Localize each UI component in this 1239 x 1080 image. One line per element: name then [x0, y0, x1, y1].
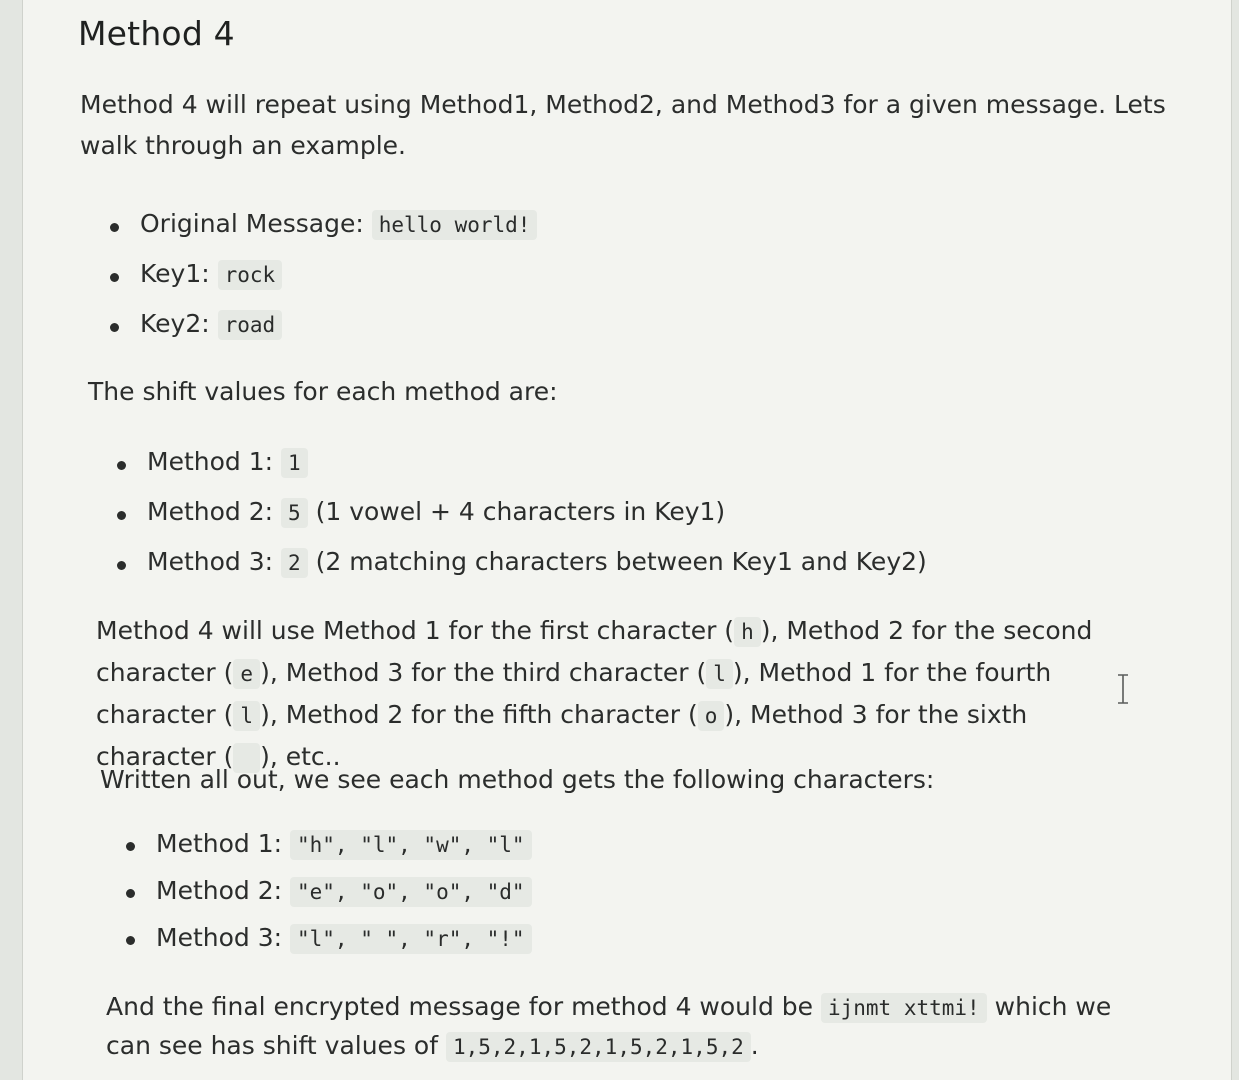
example-item-message — [110, 202, 537, 252]
text-cursor-icon — [1117, 674, 1129, 704]
usage-text: ), etc.. — [260, 742, 341, 771]
intro-text: Method 4 will repeat using Method1, Method2, and Method3 for a given message. Lets walk through an example. — [80, 90, 1166, 160]
shift-label: Method 3: — [147, 547, 274, 576]
example-item-key1 — [110, 252, 537, 302]
usage-text: Method 4 will use Method 1 for the first character ( — [96, 616, 735, 645]
assignment-list — [126, 822, 532, 963]
example-code: road — [218, 310, 283, 340]
example-code: hello world! — [372, 210, 538, 240]
shift-note: (1 vowel + 4 characters in Key1) — [315, 497, 726, 526]
assignment-label: Method 3: — [156, 923, 283, 952]
final-text: which we can see has shift values of — [106, 992, 1112, 1060]
shift-values-code: 1,5,2,1,5,2,1,5,2,1,5,2 — [446, 1032, 751, 1062]
assignment-item — [126, 822, 532, 869]
page-title: Method 4 — [78, 14, 235, 53]
usage-text: ), Method 3 for the third character ( — [260, 658, 707, 687]
assignment-item — [126, 916, 532, 963]
assignment-label: Method 1: — [156, 829, 283, 858]
assignment-code: "l", " ", "r", "!" — [290, 924, 532, 954]
shift-code: 1 — [281, 448, 308, 478]
assignment-label: Method 2: — [156, 876, 283, 905]
example-label: Original Message: — [140, 209, 364, 238]
assignment-code: "e", "o", "o", "d" — [290, 877, 532, 907]
final-period: . — [750, 1030, 759, 1060]
encrypted-message-code: ijnmt xttmi! — [821, 993, 987, 1023]
example-list — [110, 202, 537, 352]
usage-paragraph — [96, 610, 1146, 778]
assignment-item — [126, 869, 532, 916]
usage-text: ), Method 2 for the second character ( — [96, 616, 1093, 687]
example-code: rock — [218, 260, 283, 290]
usage-char: l — [706, 659, 733, 689]
example-item-key2 — [110, 302, 537, 352]
written-intro-text: Written all out, we see each method gets the following characters: — [100, 765, 935, 794]
shift-intro — [88, 372, 558, 413]
final-paragraph — [106, 988, 1146, 1066]
usage-char: o — [698, 701, 725, 731]
intro-paragraph — [80, 85, 1180, 166]
usage-char: l — [233, 701, 260, 731]
shift-label: Method 1: — [147, 447, 274, 476]
shift-label: Method 2: — [147, 497, 274, 526]
usage-char: e — [233, 659, 260, 689]
usage-char: h — [734, 617, 761, 647]
usage-text: ), Method 1 for the fourth character ( — [96, 658, 1052, 729]
shift-item — [117, 540, 927, 590]
assignment-code: "h", "l", "w", "l" — [290, 830, 532, 860]
shift-item — [117, 440, 927, 490]
final-text: And the final encrypted message for method 4 would be — [106, 992, 814, 1021]
shift-intro-text: The shift values for each method are: — [88, 377, 558, 406]
usage-text: ), Method 2 for the fifth character ( — [260, 700, 698, 729]
written-intro — [100, 760, 934, 801]
shift-code: 5 — [281, 498, 308, 528]
shift-item — [117, 490, 927, 540]
usage-text: ), Method 3 for the sixth character ( — [96, 700, 1028, 771]
shift-code: 2 — [281, 548, 308, 578]
shift-list — [117, 440, 927, 590]
shift-note: (2 matching characters between Key1 and Key2) — [315, 547, 927, 576]
example-label: Key1: — [140, 259, 210, 288]
example-label: Key2: — [140, 309, 210, 338]
